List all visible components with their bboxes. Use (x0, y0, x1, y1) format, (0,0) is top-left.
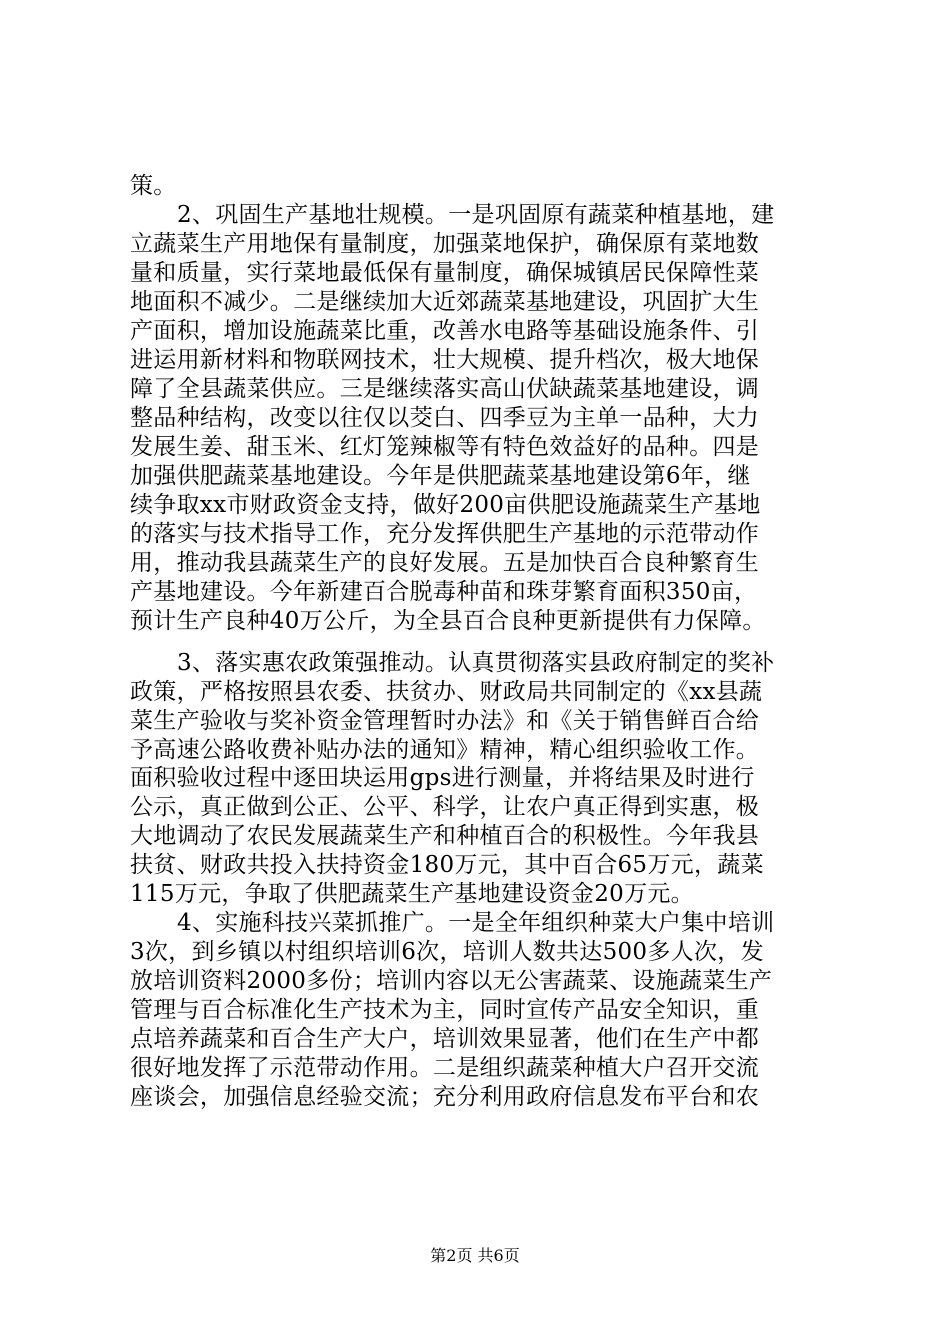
text-line: 面积验收过程中逐田块运用gps进行测量，并将结果及时进行 (130, 765, 755, 791)
text-line: 115万元，争取了供肥蔬菜生产基地建设资金20万元。 (130, 881, 694, 907)
text-line: 发展生姜、甜玉米、红灯笼辣椒等有特色效益好的品种。四是 (130, 434, 760, 460)
text-line: 进运用新材料和物联网技术，壮大规模、提升档次，极大地保 (130, 347, 760, 373)
text-line: 地面积不减少。二是继续加大近郊蔬菜基地建设，巩固扩大生 (130, 289, 760, 315)
text-line: 座谈会，加强信息经验交流；充分利用政府信息发布平台和农 (130, 1084, 760, 1110)
text-line: 量和质量，实行菜地最低保有量制度，确保城镇居民保障性菜 (130, 260, 760, 286)
text-line: 管理与百合标准化生产技术为主，同时宣传产品安全知识，重 (130, 997, 760, 1023)
text-line: 产面积，增加设施蔬菜比重，改善水电路等基础设施条件、引 (130, 318, 760, 344)
text-line: 加强供肥蔬菜基地建设。今年是供肥蔬菜基地建设第6年，继 (130, 463, 751, 489)
text-line: 放培训资料2000多份；培训内容以无公害蔬菜、设施蔬菜生产 (130, 968, 773, 994)
text-line: 立蔬菜生产用地保有量制度，加强菜地保护，确保原有菜地数 (130, 231, 760, 257)
text-line: 的落实与技术指导工作，充分发挥供肥生产基地的示范带动作 (130, 521, 760, 547)
text-line: 公示，真正做到公正、公平、科学，让农户真正得到实惠，极 (130, 794, 760, 820)
text-line: 产基地建设。今年新建百合脱毒种苗和珠芽繁育面积350亩， (130, 579, 758, 605)
text-line: 菜生产验收与奖补资金管理暂时办法》和《关于销售鲜百合给 (130, 708, 760, 734)
paragraph-4-heading-line: 4、实施科技兴菜抓推广。一是全年组织种菜大户集中培训 (177, 910, 775, 936)
paragraph-3-heading-line: 3、落实惠农政策强推动。认真贯彻落实县政府制定的奖补 (177, 650, 775, 676)
text-line: 续争取xx市财政资金支持，做好200亩供肥设施蔬菜生产基地 (130, 492, 761, 518)
text-line: 很好地发挥了示范带动作用。二是组织蔬菜种植大户召开交流 (130, 1055, 760, 1081)
text-line: 整品种结构，改变以往仅以茭白、四季豆为主单一品种，大力 (130, 405, 760, 431)
paragraph-2-heading-line: 2、巩固生产基地壮规模。一是巩固原有蔬菜种植基地，建 (177, 202, 775, 228)
text-line: 策。 (130, 173, 177, 199)
text-line: 预计生产良种40万公斤，为全县百合良种更新提供有力保障。 (130, 608, 766, 634)
text-line: 障了全县蔬菜供应。三是继续落实高山伏缺蔬菜基地建设，调 (130, 376, 760, 402)
text-line: 点培养蔬菜和百合生产大户，培训效果显著，他们在生产中都 (130, 1026, 760, 1052)
text-line: 政策，严格按照县农委、扶贫办、财政局共同制定的《xx县蔬 (130, 679, 763, 705)
text-line: 扶贫、财政共投入扶持资金180万元，其中百合65万元，蔬菜 (130, 852, 764, 878)
text-line: 予高速公路收费补贴办法的通知》精神，精心组织验收工作。 (130, 737, 760, 763)
text-line: 用，推动我县蔬菜生产的良好发展。五是加快百合良种繁育生 (130, 550, 760, 576)
text-line: 3次，到乡镇以村组织培训6次，培训人数共达500多人次，发 (130, 939, 764, 965)
page-number-footer: 第2页 共6页 (430, 1246, 520, 1265)
text-line: 大地调动了农民发展蔬菜生产和种植百合的积极性。今年我县 (130, 823, 760, 849)
